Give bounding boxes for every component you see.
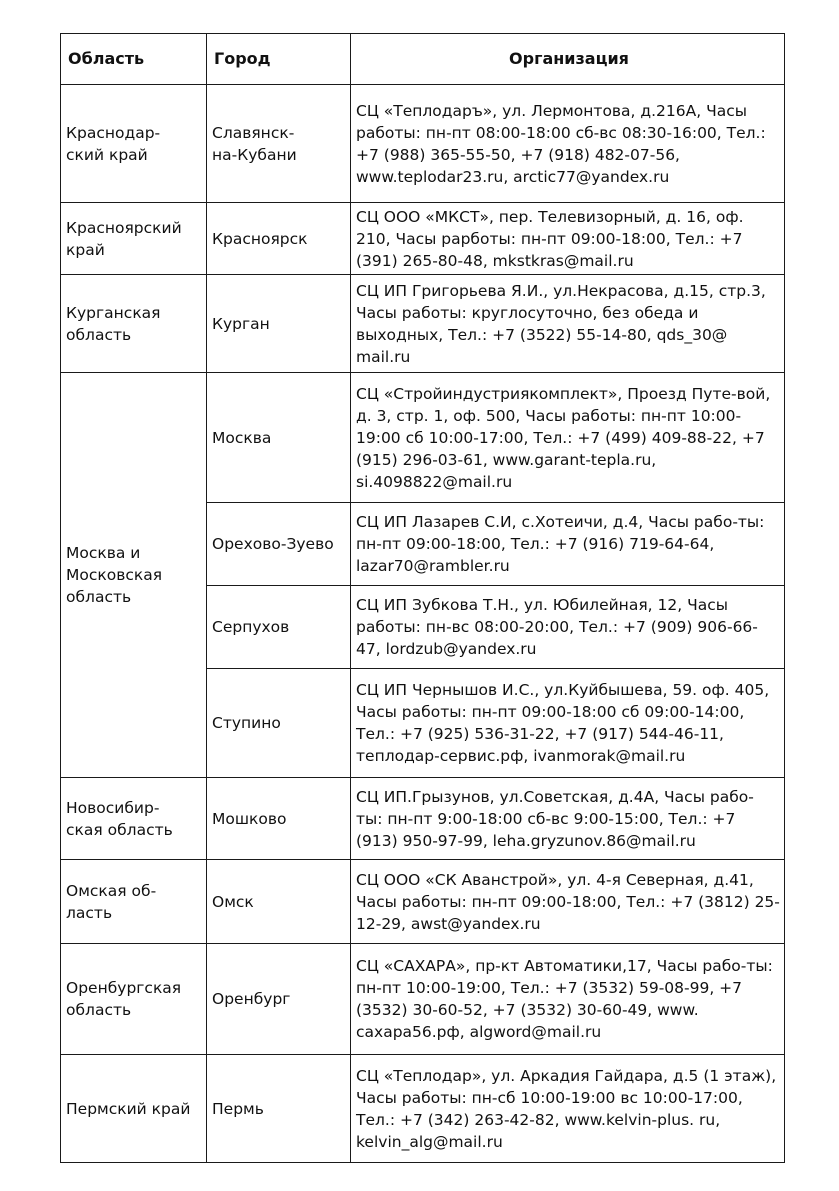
region-cell xyxy=(61,860,207,944)
org-cell xyxy=(351,85,785,203)
region-cell xyxy=(61,85,207,203)
city-text: Москва xyxy=(212,428,272,447)
city-text: Орехово-Зуево xyxy=(212,535,334,553)
city-text: Мошково xyxy=(212,809,287,828)
region-text: Новосибир- ская область xyxy=(66,798,173,839)
org-text: СЦ «Стройиндустриякомплект», Проезд Путе-вой, д. 3, стр. 1, оф. 500, Часы работы: пн-пт 10:00-19:00 сб 10:00-17:00, Тел.: +7 (499) 409-88-22, +7 (915) 296-03-61, www.garant-tepla.ru, si.4098822@mail.ru xyxy=(356,384,771,491)
org-cell xyxy=(351,1055,785,1163)
table-row xyxy=(61,778,785,860)
org-text: СЦ ИП Зубкова Т.Н., ул. Юбилейная, 12, Часы работы: пн-вс 08:00-20:00, Тел.: +7 (909) 906-66-47, lordzub@yandex.ru xyxy=(356,596,758,658)
org-cell xyxy=(351,586,785,669)
region-cell xyxy=(61,944,207,1055)
org-cell xyxy=(351,944,785,1055)
org-cell xyxy=(351,860,785,944)
city-cell xyxy=(207,944,351,1055)
org-cell xyxy=(351,669,785,778)
region-text: Красноярский край xyxy=(66,218,182,259)
region-text: Пермский край xyxy=(66,1099,191,1118)
city-cell xyxy=(207,586,351,669)
org-cell xyxy=(351,503,785,586)
city-text: Курган xyxy=(212,314,270,333)
city-text: Серпухов xyxy=(212,618,290,636)
header-region: Область xyxy=(61,34,207,85)
city-cell xyxy=(207,1055,351,1163)
city-cell xyxy=(207,860,351,944)
org-text: СЦ ООО «СК Аванстрой», ул. 4-я Северная, д.41, Часы работы: пн-пт 09:00-18:00, Тел.: +7 (3812) 25-12-29, awst@yandex.ru xyxy=(356,870,780,933)
region-cell xyxy=(61,778,207,860)
org-text: СЦ ИП Чернышов И.С., ул.Куйбышева, 59. оф. 405, Часы работы: пн-пт 09:00-18:00 сб 09:00-14:00, Тел.: +7 (925) 536-31-22, +7 (917) 544-46-11, теплодар-сервис.рф, ivanmorak@mail.ru xyxy=(356,681,770,765)
table-row xyxy=(61,860,785,944)
city-cell xyxy=(207,85,351,203)
city-text: Ступино xyxy=(212,714,281,732)
region-cell xyxy=(61,1055,207,1163)
org-cell xyxy=(351,778,785,860)
table-row xyxy=(61,1055,785,1163)
region-text: Москва и Московская область xyxy=(66,544,163,606)
city-text: Славянск- на-Кубани xyxy=(212,123,297,164)
table-row xyxy=(61,275,785,373)
org-cell xyxy=(351,203,785,275)
region-text: Курганская область xyxy=(66,303,161,344)
region-cell xyxy=(61,275,207,373)
region-text: Краснодар- ский край xyxy=(66,123,161,164)
org-cell xyxy=(351,373,785,503)
city-cell xyxy=(207,203,351,275)
service-centers-table xyxy=(60,33,785,1163)
table-row xyxy=(61,85,785,203)
table-row xyxy=(61,203,785,275)
table-row xyxy=(61,944,785,1055)
org-text: СЦ ООО «МКСТ», пер. Телевизорный, д. 16, оф. 210, Часы рарботы: пн-пт 09:00-18:00, Тел.: +7 (391) 265-80-48, mkstkras@mail.ru xyxy=(356,207,744,270)
header-row xyxy=(61,34,785,85)
city-text: Оренбург xyxy=(212,990,291,1008)
org-text: СЦ «Теплодаръ», ул. Лермонтова, д.216А, Часы работы: пн-пт 08:00-18:00 сб-вс 08:30-16:00, Тел.: +7 (988) 365-55-50, +7 (918) 482-07-56, www.teplodar23.ru, arctic77@yandex.ru xyxy=(356,101,766,186)
header-city: Город xyxy=(207,34,351,85)
region-cell xyxy=(61,373,207,778)
org-cell xyxy=(351,275,785,373)
city-cell xyxy=(207,373,351,503)
city-text: Пермь xyxy=(212,1099,264,1118)
city-cell xyxy=(207,669,351,778)
city-cell xyxy=(207,275,351,373)
org-text: СЦ ИП Лазарев С.И, с.Хотеичи, д.4, Часы рабо-ты: пн-пт 09:00-18:00, Тел.: +7 (916) 719-64-64, lazar70@rambler.ru xyxy=(356,513,765,575)
city-cell xyxy=(207,778,351,860)
header-organization: Организация xyxy=(351,34,785,85)
city-text: Омск xyxy=(212,892,254,911)
city-text: Красноярск xyxy=(212,229,308,248)
table-row xyxy=(61,373,785,503)
region-text: Оренбургская область xyxy=(66,979,182,1019)
region-text: Омская об- ласть xyxy=(66,881,157,922)
org-text: СЦ ИП Григорьева Я.И., ул.Некрасова, д.15, стр.3, Часы работы: круглосуточно, без обеда и выходных, Тел.: +7 (3522) 55-14-80, qds_30@ mail.ru xyxy=(356,281,766,366)
city-cell xyxy=(207,503,351,586)
region-cell xyxy=(61,203,207,275)
org-text: СЦ ИП.Грызунов, ул.Советская, д.4А, Часы рабо-ты: пн-пт 9:00-18:00 сб-вс 9:00-15:00, Тел.: +7 (913) 950-97-99, leha.gryzunov.86@mail.ru xyxy=(356,787,754,850)
org-text: СЦ «Теплодар», ул. Аркадия Гайдара, д.5 (1 этаж), Часы работы: пн-сб 10:00-19:00 вс 10:00-17:00, Тел.: +7 (342) 263-42-82, www.kelvin-plus. ru, kelvin_alg@mail.ru xyxy=(356,1066,777,1151)
org-text: СЦ «САХАРА», пр-кт Автоматики,17, Часы рабо-ты: пн-пт 10:00-19:00, Тел.: +7 (3532) 59-08-99, +7 (3532) 30-60-52, +7 (3532) 30-60-49, www. сахара56.рф, algword@mail.ru xyxy=(356,957,773,1041)
